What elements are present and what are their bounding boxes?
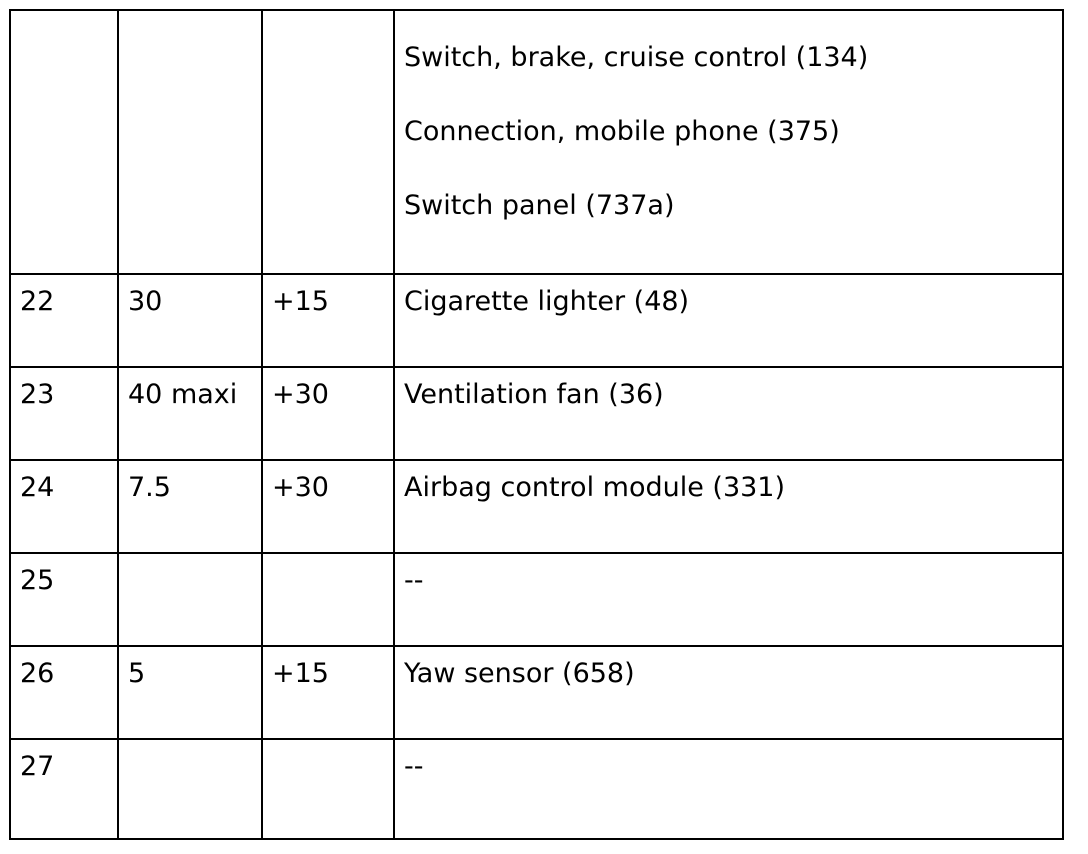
terminal-cell (262, 553, 394, 646)
table-row (10, 10, 1063, 274)
amperage-cell: 30 (118, 274, 262, 367)
fuse-number-cell: 22 (10, 274, 118, 367)
terminal-cell: +30 (262, 460, 394, 553)
description-cell: Ventilation fan (36) (394, 367, 1063, 460)
description-cell: Cigarette lighter (48) (394, 274, 1063, 367)
fuse-table (9, 9, 1064, 840)
terminal-cell: +30 (262, 367, 394, 460)
table-row (10, 274, 1063, 367)
fuse-number-cell (10, 10, 118, 274)
fuse-number-cell: 27 (10, 739, 118, 839)
description-line: Connection, mobile phone (375) (404, 116, 840, 147)
fuse-number-cell: 23 (10, 367, 118, 460)
description-cell: -- (394, 739, 1063, 839)
description-line: Switch, brake, cruise control (134) (404, 42, 869, 73)
fuse-number-cell: 26 (10, 646, 118, 739)
amperage-cell: 40 maxi (118, 367, 262, 460)
table-row (10, 460, 1063, 553)
amperage-cell (118, 10, 262, 274)
terminal-cell: +15 (262, 274, 394, 367)
amperage-cell: 5 (118, 646, 262, 739)
fuse-number-cell: 25 (10, 553, 118, 646)
table-row (10, 739, 1063, 839)
terminal-cell (262, 10, 394, 274)
description-cell: Yaw sensor (658) (394, 646, 1063, 739)
description-cell (394, 10, 1063, 274)
amperage-cell (118, 739, 262, 839)
amperage-cell: 7.5 (118, 460, 262, 553)
description-cell: Airbag control module (331) (394, 460, 1063, 553)
table-row (10, 646, 1063, 739)
amperage-cell (118, 553, 262, 646)
table-row (10, 553, 1063, 646)
description-line: Switch panel (737a) (404, 190, 675, 221)
description-cell: -- (394, 553, 1063, 646)
fuse-number-cell: 24 (10, 460, 118, 553)
table-row (10, 367, 1063, 460)
terminal-cell: +15 (262, 646, 394, 739)
terminal-cell (262, 739, 394, 839)
